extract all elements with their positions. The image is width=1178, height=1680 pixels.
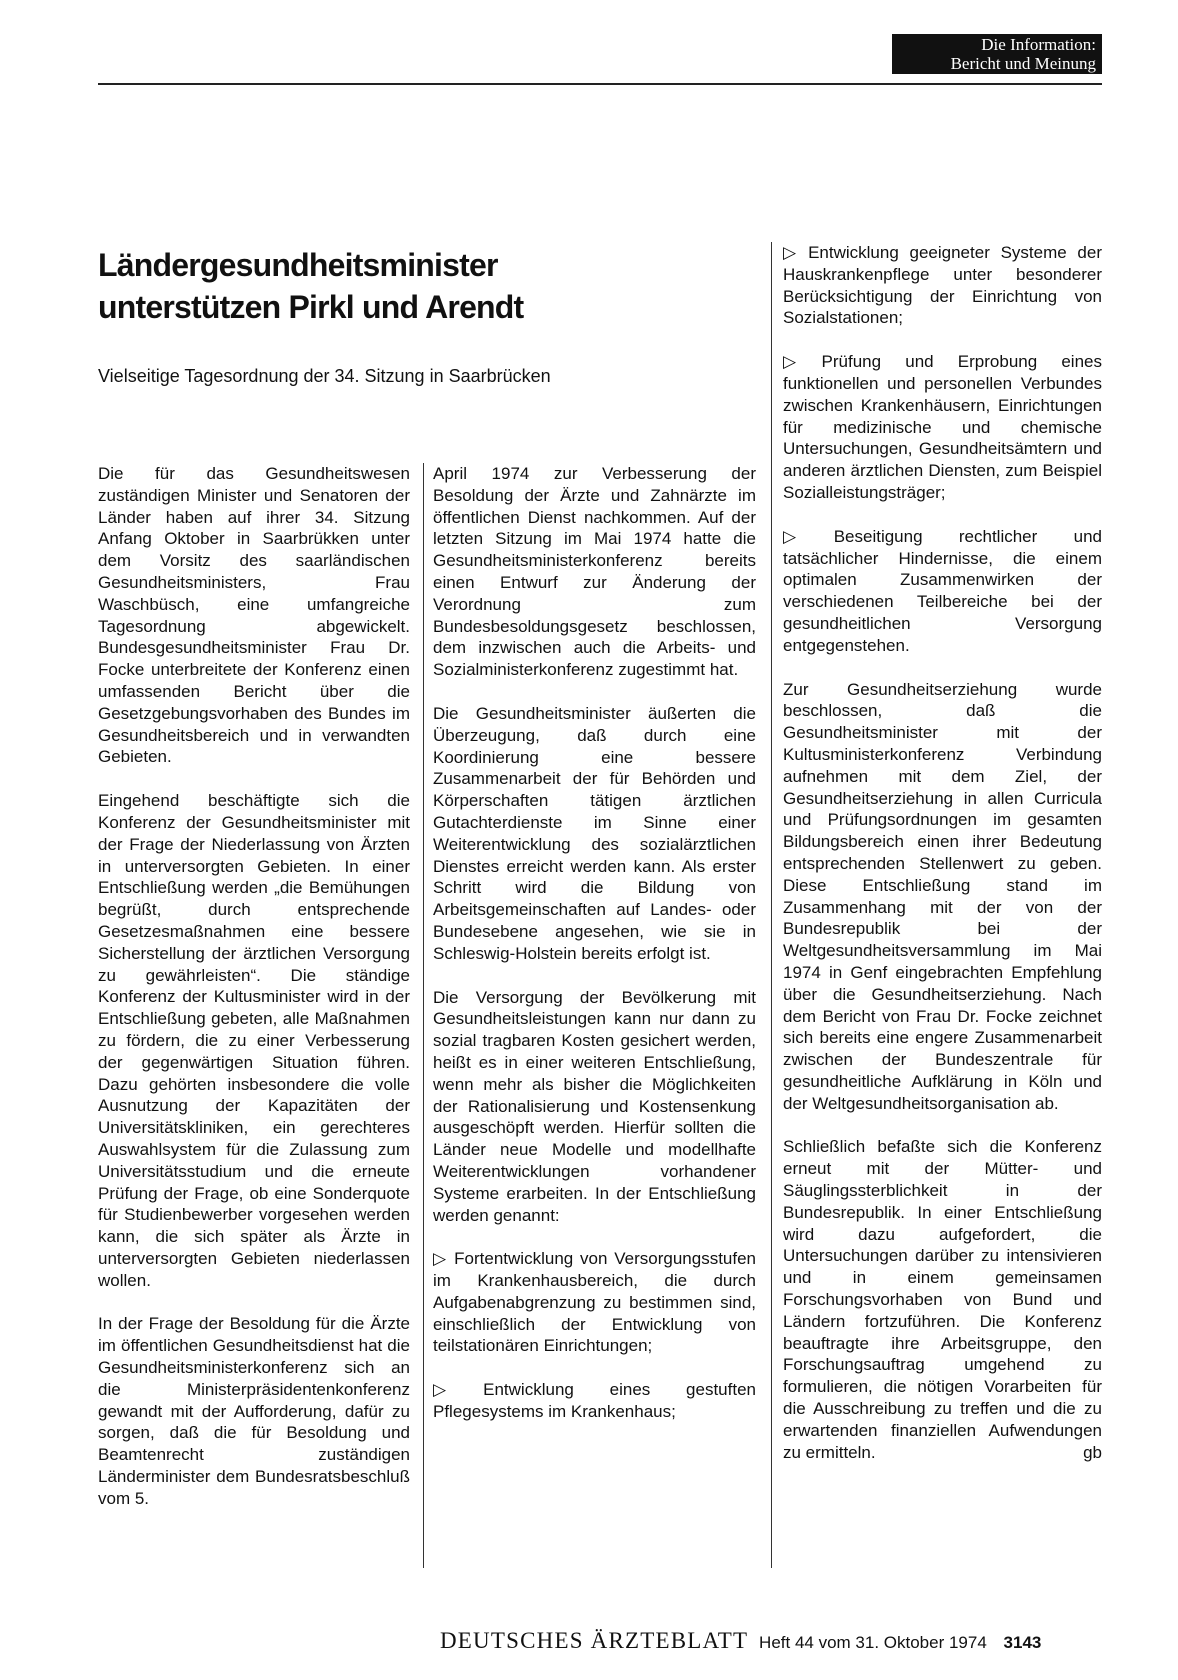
bullet-item: [783, 242, 1102, 329]
article-subtitle: Vielseitige Tagesordnung der 34. Sitzung in Saarbrücken: [98, 366, 551, 386]
masthead: DEUTSCHES ÄRZTEBLATT: [440, 1628, 749, 1653]
triangle-bullet-icon: ▷: [783, 243, 803, 262]
triangle-bullet-icon: ▷: [433, 1380, 478, 1400]
page-number: 3143: [1003, 1633, 1042, 1652]
bullet-item: [433, 1248, 756, 1357]
header-rule: [98, 83, 1102, 85]
text-column-3: [783, 242, 1102, 1485]
author-signature: gb: [1083, 1442, 1102, 1462]
bullet-item: [783, 526, 1102, 657]
page-footer: [440, 1628, 1102, 1654]
section-label: [892, 34, 1102, 74]
bullet-item: [433, 1379, 756, 1423]
issue-info: Heft 44 vom 31. Oktober 1974: [759, 1633, 987, 1652]
paragraph-text: Schließlich befaßte sich die Konferenz erneut mit der Mütter- und Säuglingssterblichkeit in der Bundesrepublik. In einer Entschließung wird dazu aufgefordert, die Untersuchungen darüber zu intensivieren und in einem gemeinsamen Forschungsvorhaben von Bund und Ländern fortzuführen. Die Konferenz beauftragte ihre Arbeitsgruppe, den Forschungsauftrag umgehend zu formulieren, die nötigen Vorarbeiten für die Ausschreibung zu treffen und die zu erwartenden finanziellen Aufwendungen zu ermitteln.: [783, 1137, 1102, 1462]
bullet-text: Entwicklung eines gestuften Pflegesystems im Krankenhaus;: [433, 1380, 756, 1422]
triangle-bullet-icon: ▷: [433, 1249, 449, 1269]
title-line-1: Ländergesundheitsminister: [98, 247, 498, 283]
paragraph: In der Frage der Besoldung für die Ärzte im öffentlichen Gesundheitsdienst hat die Gesundheitsministerkonferenz sich an die Ministerpräsidentenkonferenz gewandt mit der Aufforderung, dafür zu sorgen, daß die für Besoldung und Beamtenrecht zuständigen Länderminister dem Bundesratsbeschluß vom 5.: [98, 1314, 410, 1508]
bullet-text: Prüfung und Erprobung eines funktionellen und personellen Verbundes zwischen Krankenhäusern, Einrichtungen für medizinische und chemische Untersuchungen, Gesundheitsämtern und anderen ärztlichen Diensten, zum Beispiel Sozialleistungsträger;: [783, 352, 1102, 502]
bullet-text: Entwicklung geeigneter Systeme der Hauskrankenpflege unter besonderer Berücksichtigung der Einrichtung von Sozialstationen;: [783, 243, 1102, 328]
paragraph: Eingehend beschäftigte sich die Konferenz der Gesundheitsminister mit der Frage der Niederlassung von Ärzten in unterversorgten Gebieten. In einer Entschließung werden „die Bemühungen begrüßt, durch entsprechende Gesetzesmaßnahmen eine bessere Sicherstellung der ärztlichen Versorgung zu gewährleisten“. Die ständige Konferenz der Kultusminister wird in der Entschließung gebeten, alle Maßnahmen zu fördern, die zu einer Verbesserung der gegenwärtigen Situation führen. Dazu gehörten insbesondere die volle Ausnutzung der Kapazitäten der Universitätskliniken, ein gerechteres Auswahlsystem für die Zulassung zum Universitätsstudium und die erneute Prüfung der Frage, ob eine Sonderquote für Studienbewerber vorgesehen werden kann, die sich später als Ärzte in unterversorgten Gebieten niederlassen wollen.: [98, 791, 410, 1290]
bullet-item: [783, 351, 1102, 504]
triangle-bullet-icon: ▷: [783, 352, 816, 372]
paragraph: [783, 1136, 1102, 1463]
bullet-text: Fortentwicklung von Versorgungsstufen im Krankenhausbereich, die durch Aufgabenabgrenzung zu bestimmen sind, einschließlich der Entwicklung von teilstationären Einrichtungen;: [433, 1249, 757, 1356]
section-label-line1: Die Information:: [981, 35, 1096, 54]
triangle-bullet-icon: ▷: [783, 526, 828, 546]
column-divider-2: [771, 242, 772, 1568]
paragraph: Die Versorgung der Bevölkerung mit Gesundheitsleistungen kann nur dann zu sozial tragbaren Kosten gesichert werden, heißt es in einer weiteren Entschließung, wenn mehr als bisher die Möglichkeiten der Rationalisierung und Kostensenkung ausgeschöpft werden. Hierfür sollten die Länder neue Modelle und modellhafte Weiterentwicklungen vorhandener Systeme erarbeiten. In der Entschließung werden genannt:: [433, 987, 756, 1225]
paragraph: Die für das Gesundheitswesen zuständigen Minister und Senatoren der Länder haben auf ihrer 34. Sitzung Anfang Oktober in Saarbrükken unter dem Vorsitz des saarländischen Gesundheitsministers, Frau Waschbüsch, eine umfangreiche Tagesordnung abgewickelt. Bundesgesundheitsminister Frau Dr. Focke unterbreitete der Konferenz einen umfassenden Bericht über die Gesetzgebungsvorhaben des Bundes im Gesundheitsbereich und in verwandten Gebieten.: [98, 464, 410, 767]
text-column-1: [98, 463, 410, 1532]
paragraph: Die Gesundheitsminister äußerten die Überzeugung, daß durch eine Koordinierung eine bessere Zusammenarbeit der für Behörden und Körperschaften tätigen ärztlichen Gutachterdienste im Sinne einer Weiterentwicklung des sozialärztlichen Dienstes erreicht werden kann. Als erster Schritt wird die Bildung von Arbeitsgemeinschaften auf Landes- oder Bundesebene angesehen, wie sie in Schleswig-Holstein bereits erfolgt ist.: [433, 703, 756, 963]
section-label-line2: Bericht und Meinung: [950, 54, 1096, 73]
column-divider-1: [423, 463, 424, 1568]
title-line-2: unterstützen Pirkl und Arendt: [98, 289, 524, 325]
article-title: [98, 244, 658, 328]
paragraph: Zur Gesundheitserziehung wurde beschlossen, daß die Gesundheitsminister mit der Kultusministerkonferenz Verbindung aufnehmen mit dem Ziel, der Gesundheitserziehung in allen Curricula und Prüfungsordnungen im gesamten Bildungsbereich einen ihrer Bedeutung entsprechenden Stellenwert zu geben. Diese Entschließung stand im Zusammenhang mit der von der Bundesrepublik bei der Weltgesundheitsversammlung im Mai 1974 in Genf eingebrachten Empfehlung über die Gesundheitserziehung. Nach dem Bericht von Frau Dr. Focke zeichnet sich bereits eine engere Zusammenarbeit zwischen der Bundeszentrale für gesundheitliche Aufklärung in Köln und der Weltgesundheitsorganisation ab.: [783, 679, 1102, 1113]
text-column-2: [433, 463, 756, 1445]
paragraph: April 1974 zur Verbesserung der Besoldung der Ärzte und Zahnärzte im öffentlichen Dienst nachkommen. Auf der letzten Sitzung im Mai 1974 hatte die Gesundheitsministerkonferenz bereits einen Entwurf zur Änderung der Verordnung zum Bundesbesoldungsgesetz beschlossen, dem inzwischen auch die Arbeits- und Sozialministerkonferenz zugestimmt hat.: [433, 464, 756, 680]
bullet-text: Beseitigung rechtlicher und tatsächlicher Hindernisse, die einem optimalen Zusammenwirken der verschiedenen Teilbereiche bei der gesundheitlichen Versorgung entgegenstehen.: [783, 526, 1103, 655]
